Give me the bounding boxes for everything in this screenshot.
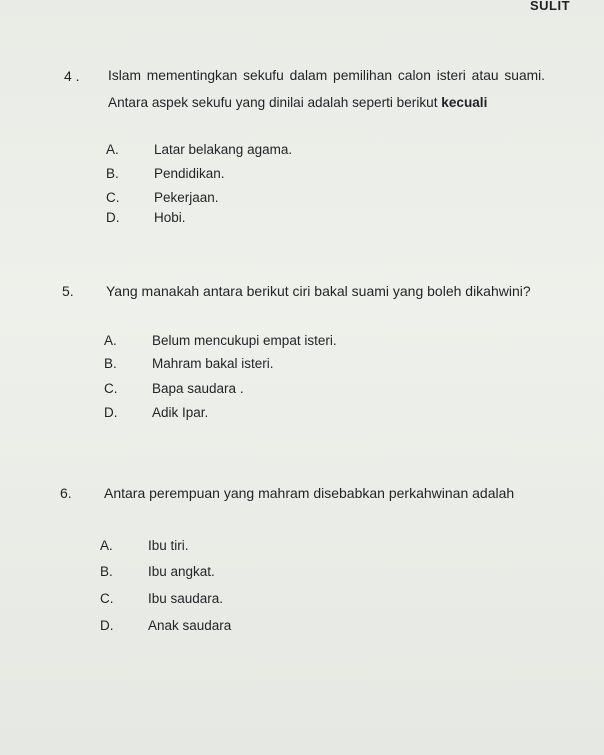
question-5 xyxy=(62,283,582,303)
option-text: Belum mencukupi empat isteri. xyxy=(152,333,337,348)
option-letter: A. xyxy=(104,333,117,348)
question-text-prefix: Antara aspek sekufu yang dinilai adalah seperti berikut xyxy=(108,95,438,110)
option-letter: C. xyxy=(104,381,118,396)
question-6 xyxy=(60,485,580,505)
option-letter: D. xyxy=(104,405,118,420)
question-text-emphasis: kecuali xyxy=(441,95,488,110)
question-text-line2 xyxy=(108,95,487,110)
option-text: Pendidikan. xyxy=(154,166,225,181)
option-letter: B. xyxy=(100,564,113,579)
option-text: Pekerjaan. xyxy=(154,190,219,205)
option-text: Anak saudara xyxy=(148,618,232,633)
option-text: Mahram bakal isteri. xyxy=(152,356,274,371)
option-text: Hobi. xyxy=(154,210,186,225)
option-text: Latar belakang agama. xyxy=(154,142,293,157)
option-letter: A. xyxy=(100,538,113,553)
question-number: 6. xyxy=(60,485,72,501)
question-number: 5. xyxy=(62,283,74,299)
question-number: 4 . xyxy=(64,68,80,84)
question-text-line1: Antara perempuan yang mahram disebabkan perkahwinan adalah xyxy=(104,485,515,501)
option-text: Adik Ipar. xyxy=(152,405,209,420)
option-text: Ibu tiri. xyxy=(148,538,189,553)
option-letter: B. xyxy=(104,356,117,371)
option-letter: D. xyxy=(106,210,120,225)
option-letter: C. xyxy=(106,190,120,205)
header-label: SULIT xyxy=(530,0,571,13)
option-letter: B. xyxy=(106,166,119,181)
option-text: Ibu saudara. xyxy=(148,591,224,606)
option-text: Ibu angkat. xyxy=(148,564,215,579)
option-letter: C. xyxy=(100,591,114,606)
option-letter: A. xyxy=(106,142,119,157)
option-letter: D. xyxy=(100,618,114,633)
option-text: Bapa saudara . xyxy=(152,381,244,396)
question-text-line1: Yang manakah antara berikut ciri bakal suami yang boleh dikahwini? xyxy=(106,283,531,299)
question-text-line1: Islam mementingkan sekufu dalam pemilihan calon isteri atau suami. xyxy=(108,68,546,83)
question-4 xyxy=(64,68,584,108)
